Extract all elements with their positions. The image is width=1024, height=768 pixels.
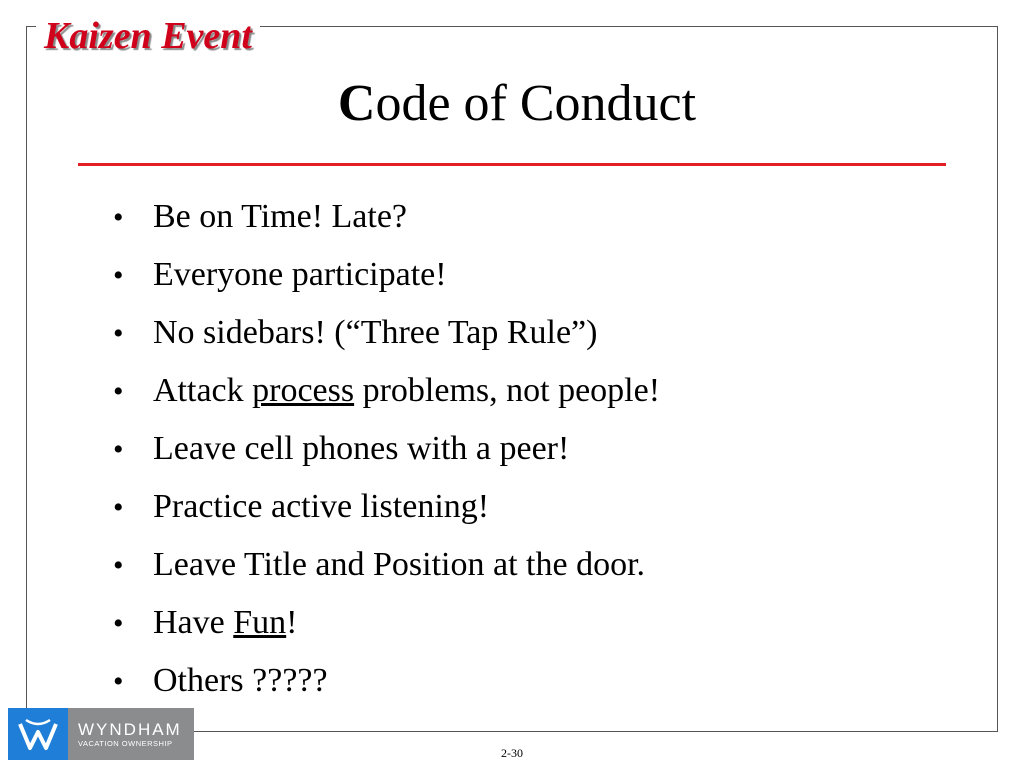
list-item-text-before: Attack [153, 372, 253, 409]
list-item [113, 304, 660, 362]
list-item [113, 246, 660, 304]
event-tag: Kaizen Event [36, 14, 260, 58]
list-item [113, 188, 660, 246]
list-item-text-after: problems, not people! [354, 372, 661, 409]
bullet-icon: • [113, 607, 124, 640]
list-item-text: Practice active listening! [153, 488, 490, 525]
bullet-icon: • [113, 201, 124, 234]
title-rest: ode of Conduct [375, 75, 697, 132]
list-item-text: Everyone participate! [153, 256, 447, 293]
list-item-text-before: Have [153, 604, 234, 641]
list-item-text: No sidebars! (“Three Tap Rule”) [153, 314, 598, 351]
list-item-underlined: Fun [233, 604, 287, 641]
bullet-icon: • [113, 491, 124, 524]
list-item [113, 478, 660, 536]
slide-title [0, 72, 1024, 136]
list-item [113, 362, 660, 420]
list-item-text [153, 362, 660, 419]
logo-subtitle: VACATION OWNERSHIP [78, 738, 173, 748]
list-item [113, 536, 660, 594]
list-item-text-after: ! [286, 604, 298, 641]
list-item-underlined: process [252, 372, 355, 409]
list-item [113, 652, 660, 710]
list-item-text [153, 594, 298, 651]
list-item [113, 594, 660, 652]
page-number: 2-30 [501, 746, 523, 760]
title-first-letter: C [337, 75, 376, 132]
logo-brand: WYNDHAM [78, 719, 182, 739]
bullet-icon: • [113, 259, 124, 292]
bullet-icon: • [113, 375, 124, 408]
bullet-icon: • [113, 433, 124, 466]
conduct-list [113, 188, 660, 710]
list-item [113, 420, 660, 478]
title-divider [78, 163, 946, 166]
bullet-icon: • [113, 665, 124, 698]
list-item-text: Be on Time! Late? [153, 198, 408, 235]
bullet-icon: • [113, 549, 124, 582]
list-item-text: Leave Title and Position at the door. [153, 546, 646, 583]
bullet-icon: • [113, 317, 124, 350]
list-item-text: Others ????? [153, 662, 328, 699]
list-item-text: Leave cell phones with a peer! [153, 430, 570, 467]
